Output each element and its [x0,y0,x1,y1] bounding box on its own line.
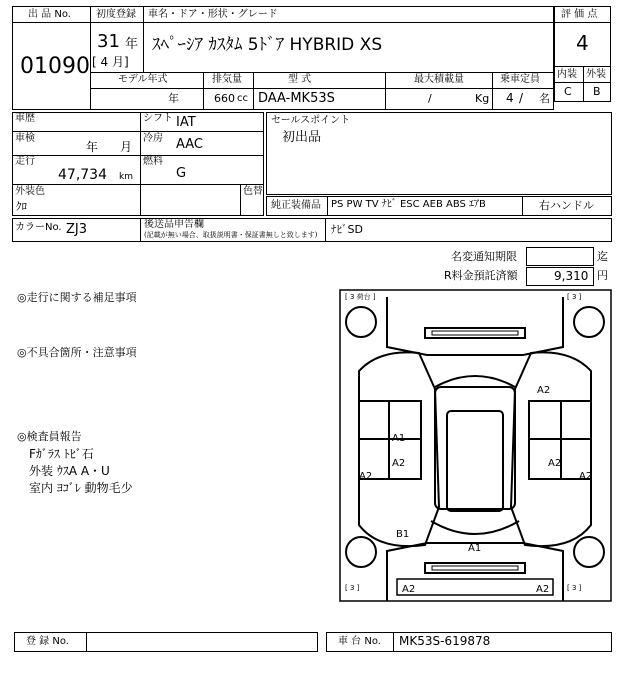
defects-title: ◎不具合箇所・注意事項 [17,346,137,359]
corner-bottom-left: [ 3 ] [345,584,360,592]
cabin-outline [447,411,503,511]
mark-a2-left-side: A2 [359,471,373,482]
chassis-no: MK53S-619878 [399,634,491,648]
inspector-report-title: ◎検査員報告 [17,430,82,443]
interior-label: 内装 [557,69,577,80]
docs-note: (記載が無い場合、取扱説明書・保証書無しと致します) [144,231,318,239]
color-no-label: カラーNo. [15,222,62,233]
right-side-outline [511,352,591,546]
displacement-unit: cc [237,93,248,104]
mileage: 47,734 [58,167,107,183]
displacement-label: 排気量 [212,74,242,85]
rear-bumper [425,328,525,338]
max-load-label: 最大積載量 [414,74,464,85]
recycle-label: R料金預託済額 [444,269,518,282]
mark-a2-right-side: A2 [579,471,593,482]
fuel-label: 燃料 [143,156,163,167]
mark-a1-hood: A1 [468,543,482,554]
chassis-no-label: 車 台 No. [338,636,381,647]
capacity-label: 乗車定員 [500,74,540,85]
model-type: DAA-MK53S [258,91,335,106]
name-change-label: 名変通知期限 [451,250,517,263]
color-no: ZJ3 [66,222,88,237]
inspection-year-unit: 年 [86,140,99,154]
history-label: 車歴 [15,113,35,124]
sales-point-label: セールスポイント [271,115,351,126]
car-name: ｽﾍﾟｰｼｱ ｶｽﾀﾑ 5ﾄﾞｱ HYBRID XS [152,35,383,55]
details-left-frame [12,112,264,216]
standard-equipment: PS PW TV ﾅﾋﾞ ESC AEB ABS ｴｱB [331,199,486,210]
exterior-color: ｸﾛ [16,200,27,213]
fuel-type: G [176,166,187,181]
max-load: / [428,92,432,105]
mark-a1-left-door: A1 [392,433,406,444]
registration-no-label: 登 録 No. [26,636,69,647]
inspector-line: Fｶﾞﾗｽ ﾄﾋﾞ石 [29,447,94,461]
mark-a2-front-bumper-right: A2 [536,584,550,595]
mark-a2-right-door: A2 [548,458,562,469]
registration-year-unit: 年 [125,37,139,52]
exterior-color-label: 外装色 [15,186,45,197]
registration-year: 31 [97,31,120,52]
mileage-label: 走行 [15,156,35,167]
car-condition-diagram [339,289,612,602]
capacity: 4 [506,91,514,105]
car-name-label: 車名・ドア・形状・グレード [148,9,278,20]
front-grille [397,579,553,595]
steering-side: 右ハンドル [539,199,594,212]
displacement: 660 [214,92,235,105]
name-change-box [526,247,594,266]
diagram-frame [340,290,611,601]
recycle-unit: 円 [597,269,608,282]
wheel-top-left [346,307,376,337]
exterior-grade: B [593,85,601,98]
mark-a2-front-bumper-left: A2 [402,584,416,595]
lot-no: 01090 [20,54,90,79]
name-change-unit: 迄 [597,250,608,263]
rear-body-outline [387,297,563,355]
inspection-label: 車検 [15,133,35,144]
mileage-unit: km [119,172,133,182]
inspector-line: 外装 ｳｽA A・U [29,464,110,478]
shift-type: IAT [176,115,196,130]
capacity-unit: 名 [539,92,550,105]
rating-label: 評 価 点 [561,9,598,20]
max-load-unit: Kg [475,92,490,105]
capacity-separator: / [519,91,524,105]
inspection-month-unit: 月 [120,140,133,154]
front-bumper [425,563,525,573]
standard-equipment-label: 純正装備品 [271,200,321,211]
sales-point: 初出品 [282,130,322,145]
first-registration-label: 初度登録 [96,9,136,20]
corner-top-left: [ 3 荷台 ] [345,293,376,301]
windshield-rear [435,376,515,387]
driving-notes-title: ◎走行に関する補足事項 [17,291,137,304]
inspector-line: 室内 ﾖｺﾞﾚ 動物毛少 [29,481,133,495]
mark-b1-left-front: B1 [396,529,410,540]
ac-label: 冷房 [143,133,163,144]
corner-top-right: [ 3 ] [567,293,582,301]
wheel-top-right [574,307,604,337]
type-label: 型 式 [288,74,312,85]
mark-a2-right-rear: A2 [537,385,551,396]
corner-bottom-right: [ 3 ] [567,584,582,592]
model-year-label: モデル年式 [118,74,168,85]
docs-label: 後送品申告欄 [144,219,204,230]
wheel-bottom-right [574,537,604,567]
recycle-amount: 9,310 [554,269,589,283]
exterior-label: 外装 [586,69,606,80]
windshield-front [431,521,519,534]
model-year-unit: 年 [168,92,179,105]
interior-grade: C [564,85,572,98]
ac-type: AAC [176,137,203,152]
shift-label: シフト [143,113,173,124]
overall-rating: 4 [576,31,589,55]
docs-value: ﾅﾋﾞSD [331,223,363,236]
left-side-outline [359,352,439,546]
registration-month: [ 4 月] [92,55,129,69]
lot-no-label: 出 品 No. [28,9,71,20]
color-change-label: 色替 [243,186,263,197]
wheel-bottom-left [346,537,376,567]
mark-a2-left-door: A2 [392,458,406,469]
